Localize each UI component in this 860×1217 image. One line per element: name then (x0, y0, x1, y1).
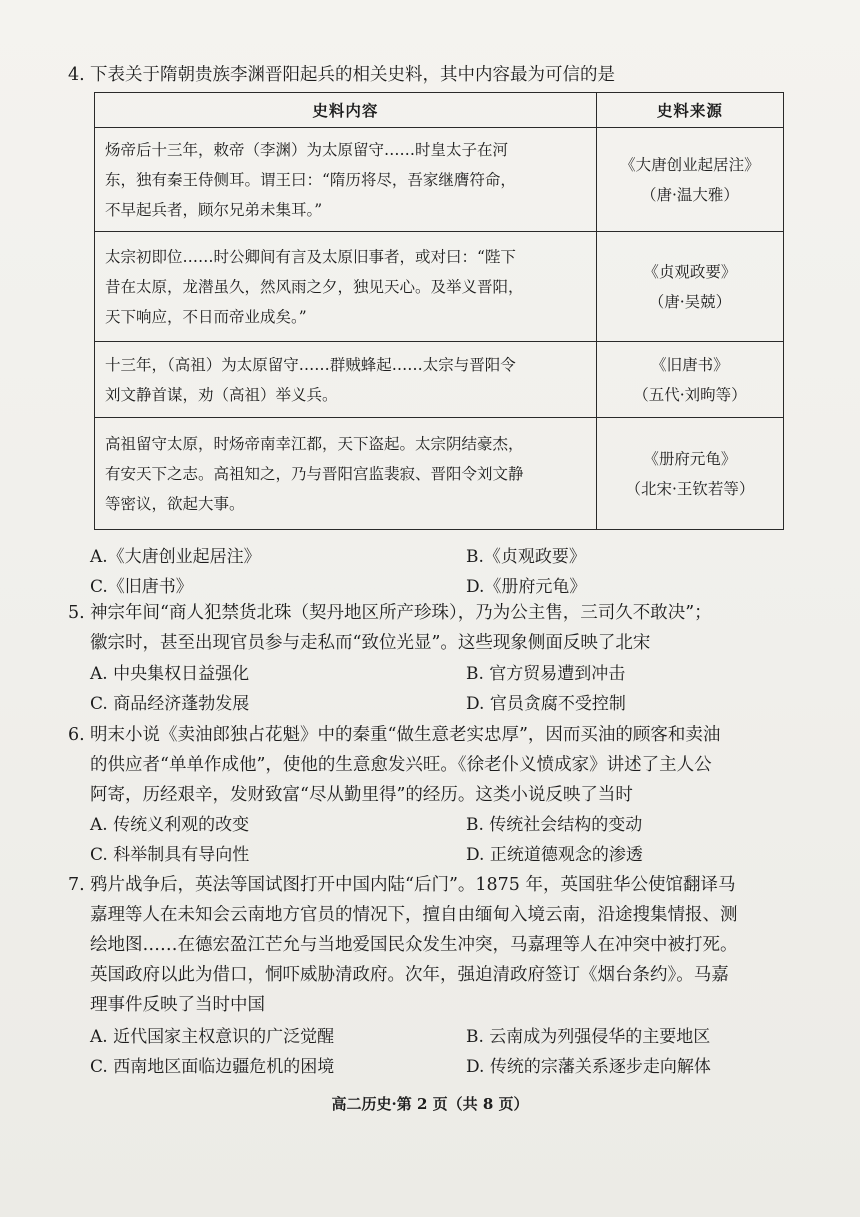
table-row (95, 342, 784, 418)
question-6-options (90, 810, 810, 870)
table-row (95, 128, 784, 232)
question-4-stem (68, 60, 808, 90)
question-6-stem (68, 720, 808, 810)
table-row (95, 418, 784, 530)
table-row (95, 232, 784, 342)
row-source (596, 342, 783, 418)
source-author: （五代·刘昫等） (633, 385, 747, 404)
option-c[interactable]: C. 商品经济蓬勃发展 (90, 694, 250, 714)
content-line: 刘文静首谋，劝（高祖）举义兵。 (105, 385, 338, 404)
question-text: 理事件反映了当时中国 (90, 995, 265, 1015)
question-text: 神宗年间“商人犯禁货北珠（契丹地区所产珍珠），乃为公主售，三司久不敢决”； (90, 603, 712, 623)
content-line: 高祖留守太原，时炀帝南幸江都，天下盗起。太宗阴结豪杰， (105, 434, 524, 453)
header-source: 史料来源 (596, 93, 783, 128)
option-a[interactable]: A. 中央集权日益强化 (90, 664, 250, 684)
row-content (95, 232, 597, 342)
content-line: 昔在太原，龙潜虽久，然风雨之夕，独见天心。及举义晋阳， (105, 277, 524, 296)
question-5-options (90, 659, 810, 719)
source-author: （北宋·王钦若等） (625, 479, 755, 498)
content-line: 天下响应，不日而帝业成矣。” (105, 307, 307, 326)
source-title: 《旧唐书》 (651, 355, 729, 374)
question-5-stem (68, 598, 808, 658)
row-content (95, 418, 597, 530)
row-source (596, 232, 783, 342)
source-title: 《贞观政要》 (643, 262, 737, 281)
option-d[interactable]: D.《册府元龟》 (466, 577, 587, 597)
question-number: 6. (68, 725, 85, 745)
question-text: 下表关于隋朝贵族李渊晋阳起兵的相关史料，其中内容最为可信的是 (90, 65, 615, 85)
option-d[interactable]: D. 传统的宗藩关系逐步走向解体 (466, 1057, 711, 1077)
option-a[interactable]: A. 近代国家主权意识的广泛觉醒 (90, 1027, 335, 1047)
header-content: 史料内容 (95, 93, 597, 128)
question-7-stem (68, 870, 808, 1020)
question-text: 绘地图……在德宏盈江芒允与当地爱国民众发生冲突，马嘉理等人在冲突中被打死。 (90, 935, 738, 955)
content-line: 有安天下之志。高祖知之，乃与晋阳宫监裴寂、晋阳令刘文静 (105, 464, 524, 483)
row-content (95, 128, 597, 232)
content-line: 东，独有秦王侍侧耳。谓王曰：“隋历将尽，吾家继膺符命， (105, 170, 516, 189)
content-line: 不早起兵者，顾尔兄弟未集耳。” (105, 200, 323, 219)
question-text: 徽宗时，甚至出现官员参与走私而“致位光显”。这些现象侧面反映了北宋 (90, 633, 651, 653)
question-text: 阿寄，历经艰辛，发财致富“尽从勤里得”的经历。这类小说反映了当时 (90, 785, 633, 805)
source-table (94, 92, 784, 530)
question-7-options (90, 1022, 810, 1082)
question-number: 4. (68, 65, 85, 85)
option-b[interactable]: B. 官方贸易遭到冲击 (466, 664, 626, 684)
option-c[interactable]: C.《旧唐书》 (90, 577, 193, 597)
option-b[interactable]: B. 云南成为列强侵华的主要地区 (466, 1027, 711, 1047)
option-d[interactable]: D. 官员贪腐不受控制 (466, 694, 626, 714)
option-b[interactable]: B. 传统社会结构的变动 (466, 815, 643, 835)
option-b[interactable]: B.《贞观政要》 (466, 547, 586, 567)
content-line: 太宗初即位……时公卿间有言及太原旧事者，或对曰：“陛下 (105, 247, 516, 266)
source-title: 《大唐创业起居注》 (620, 155, 760, 174)
option-a[interactable]: A. 传统义利观的改变 (90, 815, 250, 835)
question-text: 的供应者“单单作成他”，使他的生意愈发兴旺。《徐老仆义愤成家》讲述了主人公 (90, 755, 712, 775)
question-text: 嘉理等人在未知会云南地方官员的情况下，擅自由缅甸入境云南，沿途搜集情报、测 (90, 905, 738, 925)
content-line: 等密议，欲起大事。 (105, 494, 245, 513)
question-number: 7. (68, 875, 85, 895)
source-author: （唐·吴兢） (648, 292, 732, 311)
option-c[interactable]: C. 科举制具有导向性 (90, 845, 250, 865)
question-text: 英国政府以此为借口，恫吓威胁清政府。次年，强迫清政府签订《烟台条约》。马嘉 (90, 965, 729, 985)
page-footer: 高二历史·第 2 页（共 8 页） (331, 1095, 529, 1113)
question-4-options (90, 542, 810, 602)
row-content (95, 342, 597, 418)
question-text: 明末小说《卖油郎独占花魁》中的秦重“做生意老实忠厚”，因而买油的顾客和卖油 (90, 725, 721, 745)
option-c[interactable]: C. 西南地区面临边疆危机的困境 (90, 1057, 335, 1077)
table-header-row (95, 93, 784, 128)
row-source (596, 418, 783, 530)
question-number: 5. (68, 603, 85, 623)
content-line: 十三年，（高祖）为太原留守……群贼蜂起……太宗与晋阳令 (105, 355, 516, 374)
source-title: 《册府元龟》 (643, 449, 737, 468)
option-d[interactable]: D. 正统道德观念的渗透 (466, 845, 643, 865)
content-line: 炀帝后十三年，敕帝（李渊）为太原留守……时皇太子在河 (105, 140, 509, 159)
option-a[interactable]: A.《大唐创业起居注》 (90, 547, 261, 567)
question-text: 鸦片战争后，英法等国试图打开中国内陆“后门”。1875 年，英国驻华公使馆翻译马 (90, 875, 736, 895)
source-author: （唐·温大雅） (640, 185, 739, 204)
row-source (596, 128, 783, 232)
